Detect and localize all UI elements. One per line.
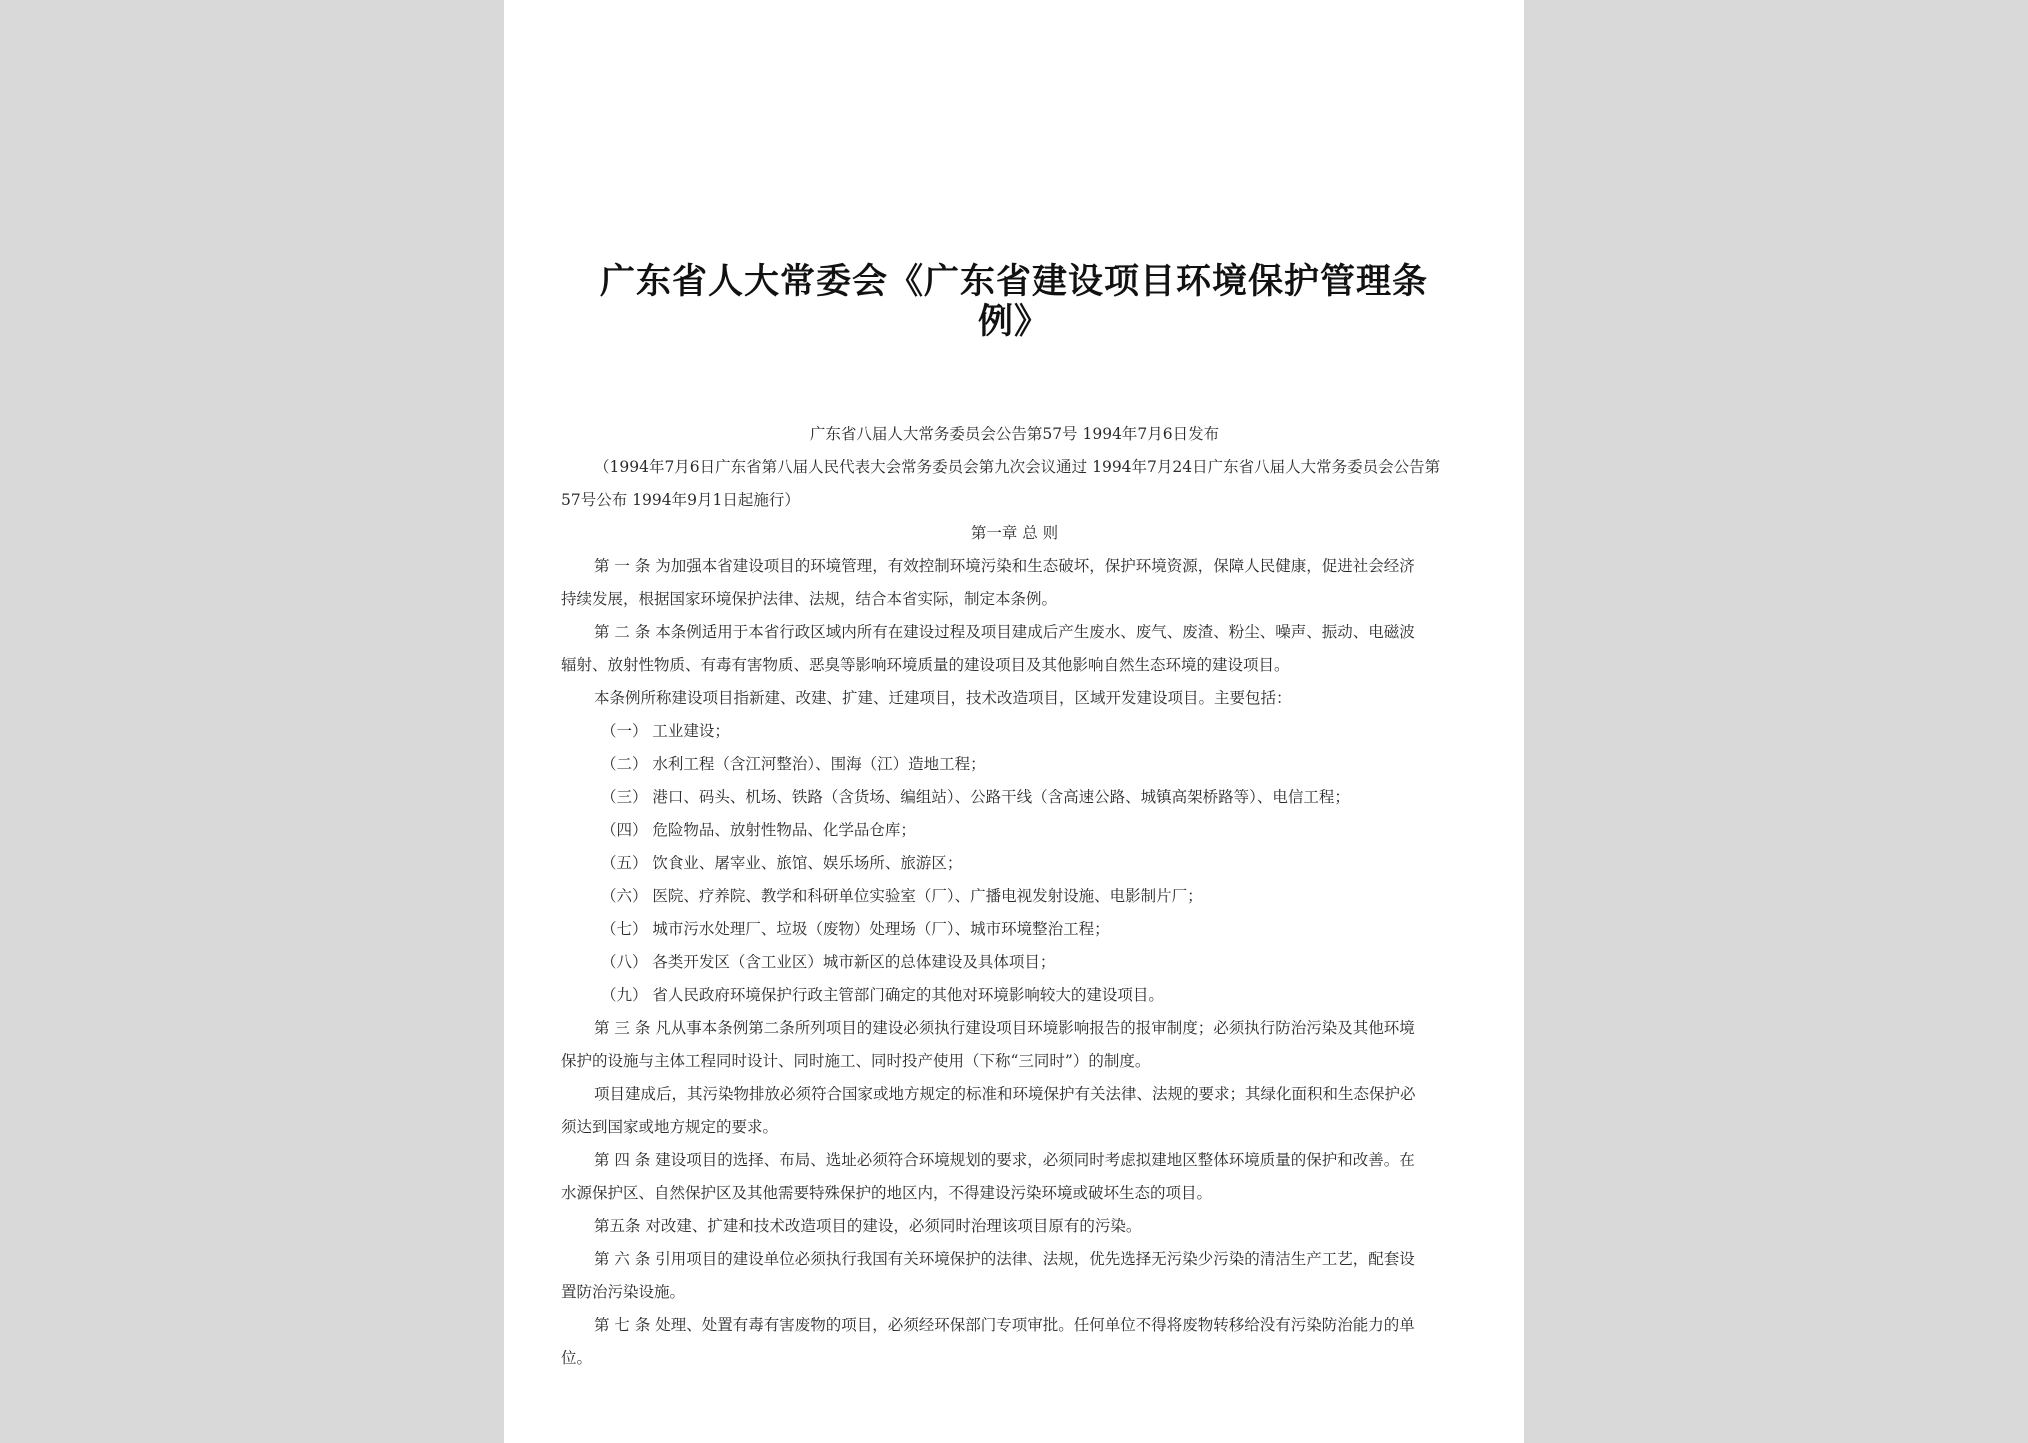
note-line-1: （1994年7月6日广东省第八届人民代表大会常务委员会第九次会议通过 1994年7月24日广东省八届人大常务委员会公告第 [594,458,1441,476]
article-2-line-1: 第 二 条 本条例适用于本省行政区域内所有在建设过程及项目建成后产生废水、废气、废渣、粉尘、噪声、振动、电磁波 [594,623,1415,641]
list-item: （一） 工业建设； [601,722,730,740]
article-4-line-1: 第 四 条 建设项目的选择、布局、选址必须符合环境规划的要求，必须同时考虑拟建地区整体环境质量的保护和改善。在 [594,1151,1415,1169]
chapter-heading: 第一章 总 则 [970,524,1059,542]
list-item: （九） 省人民政府环境保护行政主管部门确定的其他对环境影响较大的建设项目。 [601,986,1164,1004]
list-item: （五） 饮食业、屠宰业、旅馆、娱乐场所、旅游区； [601,854,963,872]
document-title [584,262,1444,342]
list-item: （三） 港口、码头、机场、铁路（含货场、编组站）、公路干线（含高速公路、城镇高架桥路等）、电信工程； [601,788,1350,806]
document-page [504,0,1524,1443]
list-item: （六） 医院、疗养院、教学和科研单位实验室（厂）、广播电视发射设施、电影制片厂； [601,887,1203,905]
article-5: 第五条 对改建、扩建和技术改造项目的建设，必须同时治理该项目原有的污染。 [594,1217,1142,1235]
list-item: （四） 危险物品、放射性物品、化学品仓库； [601,821,916,839]
article-3-line-2: 保护的设施与主体工程同时设计、同时施工、同时投产使用（下称“三同时”）的制度。 [561,1052,1151,1070]
article-6-line-2: 置防治污染设施。 [561,1283,686,1301]
article-4-line-2: 水源保护区、自然保护区及其他需要特殊保护的地区内，不得建设污染环境或破坏生态的项目。 [561,1184,1213,1202]
article-2-line-2: 辐射、放射性物质、有毒有害物质、恶臭等影响环境质量的建设项目及其他影响自然生态环境的建设项目。 [561,656,1290,674]
article-2-paragraph-2: 本条例所称建设项目指新建、改建、扩建、迁建项目，技术改造项目，区域开发建设项目。主要包括： [594,689,1292,707]
article-3-paragraph-2-line-1: 项目建成后，其污染物排放必须符合国家或地方规定的标准和环境保护有关法律、法规的要求；其绿化面积和生态保护必 [594,1085,1416,1103]
list-item: （八） 各类开发区（含工业区）城市新区的总体建设及具体项目； [601,953,1056,971]
article-6-line-1: 第 六 条 引用项目的建设单位必须执行我国有关环境保护的法律、法规，优先选择无污染少污染的清洁生产工艺，配套设 [594,1250,1415,1268]
title-line-2: 例》 [977,302,1050,342]
article-7-line-1: 第 七 条 处理、处置有毒有害废物的项目，必须经环保部门专项审批。任何单位不得将废物转移给没有污染防治能力的单 [594,1316,1415,1334]
article-7-line-2: 位。 [561,1349,593,1367]
document-body [561,418,1468,1375]
publish-line: 广东省八届人大常务委员会公告第57号 1994年7月6日发布 [809,425,1220,443]
list-item: （七） 城市污水处理厂、垃圾（废物）处理场（厂）、城市环境整治工程； [601,920,1110,938]
list-item: （二） 水利工程（含江河整治）、围海（江）造地工程； [601,755,986,773]
article-1-line-2: 持续发展，根据国家环境保护法律、法规，结合本省实际，制定本条例。 [561,590,1058,608]
note-line-2: 57号公布 1994年9月1日起施行） [561,491,800,509]
title-line-1: 广东省人大常委会《广东省建设项目环境保护管理条 [599,262,1428,302]
article-1-line-1: 第 一 条 为加强本省建设项目的环境管理，有效控制环境污染和生态破坏，保护环境资源，保障人民健康，促进社会经济 [594,557,1415,575]
article-3-line-1: 第 三 条 凡从事本条例第二条所列项目的建设必须执行建设项目环境影响报告的报审制度；必须执行防治污染及其他环境 [594,1019,1415,1037]
article-3-paragraph-2-line-2: 须达到国家或地方规定的要求。 [561,1118,779,1136]
